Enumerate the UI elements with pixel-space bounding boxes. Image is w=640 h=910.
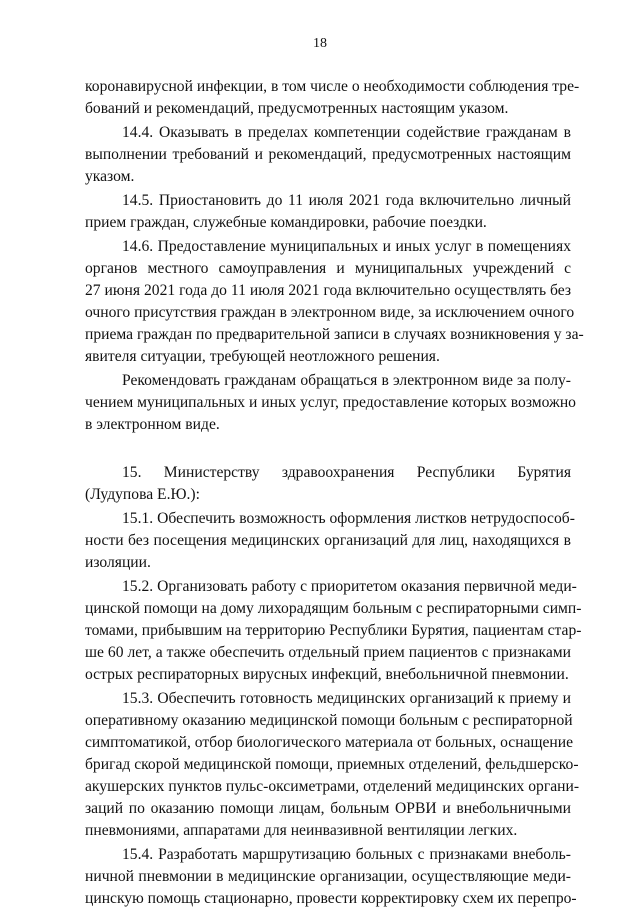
text-line: выполнении требований и рекомендаций, предусмотренных настоящим — [85, 146, 571, 163]
text-line: оперативному оказанию медицинской помощи больным с респираторной — [85, 712, 573, 729]
text-line: 14.6. Предоставление муниципальных и иных услуг в помещениях — [122, 238, 571, 255]
text-line: острых респираторных вирусных инфекций, внебольничной пневмонии. — [85, 666, 569, 683]
text-line: ничной пневмонии в медицинские организации, осуществляющие меди- — [85, 868, 571, 885]
text-line: коронавирусной инфекции, в том числе о необходимости соблюдения тре- — [85, 78, 580, 95]
text-line: (Лудупова Е.Ю.): — [85, 486, 200, 503]
text-line: цинской помощи на дому лихорадящим больным с респираторными симп- — [85, 600, 582, 617]
text-line: указом. — [85, 168, 135, 185]
text-line: 15.4. Разработать маршрутизацию больных с признаками внеболь- — [122, 846, 571, 863]
text-line: очного присутствия граждан в электронном виде, за исключением очного — [85, 304, 575, 321]
text-line: ше 60 лет, а также обеспечить отдельный прием пациентов с признаками — [85, 644, 571, 661]
page-number: 18 — [313, 36, 327, 51]
text-line: 15.1. Обеспечить возможность оформления листков нетрудоспособ- — [122, 510, 575, 527]
text-line: 14.5. Приостановить до 11 июля 2021 года включительно личный — [122, 192, 571, 209]
text-line: приема граждан по предварительной записи в случаях возникновения у за- — [85, 326, 584, 343]
text-line: симптоматикой, отбор биологического материала от больных, оснащение — [85, 734, 573, 751]
text-line: чением муниципальных и иных услуг, предоставление которых возможно — [85, 394, 576, 411]
text-line: явителя ситуации, требующей неотложного решения. — [85, 348, 440, 365]
text-line: ности без посещения медицинских организаций для лиц, находящихся в — [85, 532, 571, 549]
section-heading: 15. Министерству здравоохранения Республики Бурятия — [122, 464, 571, 481]
text-line: прием граждан, служебные командировки, рабочие поездки. — [85, 214, 487, 231]
text-line: заций по оказанию помощи лицам, больным ОРВИ и внебольничными — [85, 800, 571, 817]
text-line: пневмониями, аппаратами для неинвазивной вентиляции легких. — [85, 822, 518, 839]
text-line: акушерских пунктов пульс-оксиметрами, отделений медицинских органи- — [85, 778, 580, 795]
text-line: томами, прибывшим на территорию Республики Бурятия, пациентам стар- — [85, 622, 582, 639]
text-line: бригад скорой медицинской помощи, приемных отделений, фельдшерско- — [85, 756, 579, 773]
text-line: бований и рекомендаций, предусмотренных настоящим указом. — [85, 100, 509, 117]
text-line: 15.2. Организовать работу с приоритетом оказания первичной меди- — [122, 578, 577, 595]
text-line: органов местного самоуправления и муниципальных учреждений с — [85, 260, 571, 277]
text-line: изоляции. — [85, 554, 151, 571]
text-line: Рекомендовать гражданам обращаться в электронном виде за полу- — [122, 372, 571, 389]
text-line: 15.3. Обеспечить готовность медицинских организаций к приему и — [122, 690, 571, 707]
text-line: 14.4. Оказывать в пределах компетенции содействие гражданам в — [122, 124, 571, 141]
text-line: 27 июня 2021 года до 11 июля 2021 года включительно осуществлять без — [85, 282, 571, 299]
text-line: цинскую помощь стационарно, провести корректировку схем их перепро- — [85, 890, 577, 907]
text-line: в электронном виде. — [85, 416, 220, 433]
